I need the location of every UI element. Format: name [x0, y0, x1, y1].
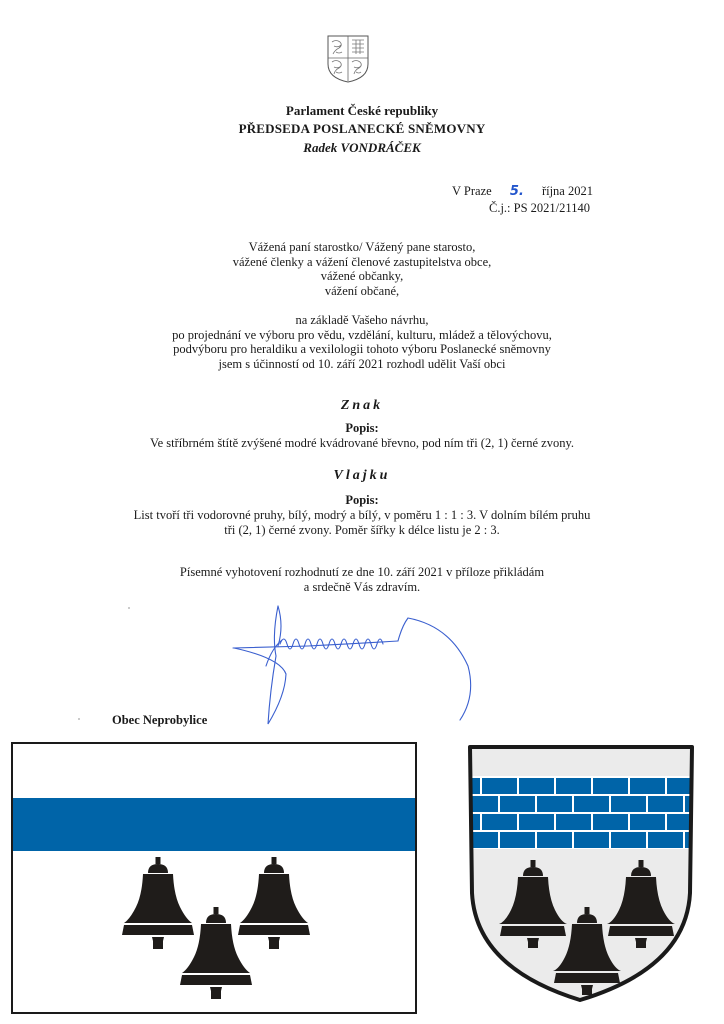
intro-line: podvýboru pro heraldiku a vexilologii tohoto výboru Poslanecké sněmovny [173, 342, 551, 356]
vlajka-description [0, 508, 724, 537]
handwritten-day: 5. [509, 184, 524, 199]
municipal-coat-of-arms-image [466, 743, 696, 1005]
greeting-line: vážené občanky, [320, 269, 404, 283]
intro-line: na základě Vašeho návrhu, [295, 313, 429, 327]
greeting-line: vážení občané, [324, 283, 400, 298]
scan-speck [78, 718, 80, 720]
office-title: PŘEDSEDA POSLANECKÉ SNĚMOVNY [238, 121, 486, 136]
reference-number: Č.j.: PS 2021/21140 [489, 201, 590, 215]
section-title-znak: Znak [340, 398, 384, 413]
place-prefix: V Praze [452, 184, 492, 198]
znak-description: Ve stříbrném štítě zvýšené modré kvádrované břevno, pod ním tři (2, 1) černé zvony. [149, 436, 575, 450]
dateline [452, 184, 593, 199]
month-year: října 2021 [541, 184, 593, 198]
handwritten-signature [200, 596, 500, 726]
popis-label: Popis: [345, 421, 379, 435]
section-title-vlajka: Vlajku [333, 468, 391, 483]
municipal-flag-image [11, 742, 417, 1014]
vlajka-description-line: tři (2, 1) černé zvony. Poměr šířky k délce listu je 2 : 3. [224, 522, 500, 537]
intro-paragraph [0, 313, 724, 371]
scan-speck [128, 607, 130, 609]
institution-name: Parlament České republiky [285, 103, 439, 118]
greeting-line: Vážená paní starostko/ Vážený pane starosto, [248, 240, 476, 254]
czech-state-coat-of-arms-icon [326, 34, 370, 84]
greeting-line: vážené členky a vážení členové zastupitelstva obce, [232, 254, 492, 269]
popis-label: Popis: [345, 493, 379, 507]
intro-line: jsem s účinností od 10. září 2021 rozhodl udělit Vaší obci [218, 356, 506, 371]
greeting [0, 240, 724, 298]
recipient-name: Obec Neprobylice [112, 713, 208, 727]
signatory-name: Radek VONDRÁČEK [303, 140, 421, 155]
closing-line: Písemné vyhotovení rozhodnutí ze dne 10. září 2021 v příloze přikládám [179, 565, 545, 579]
flag-bells [13, 744, 415, 1012]
vlajka-description-line: List tvoří tři vodorovné pruhy, bílý, modrý a bílý, v poměru 1 : 1 : 3. V dolním bílém pruhu [133, 508, 591, 522]
closing-line: a srdečně Vás zdravím. [303, 579, 421, 594]
closing-paragraph [0, 565, 724, 594]
intro-line: po projednání ve výboru pro vědu, vzdělání, kulturu, mládež a tělovýchovu, [172, 327, 552, 342]
